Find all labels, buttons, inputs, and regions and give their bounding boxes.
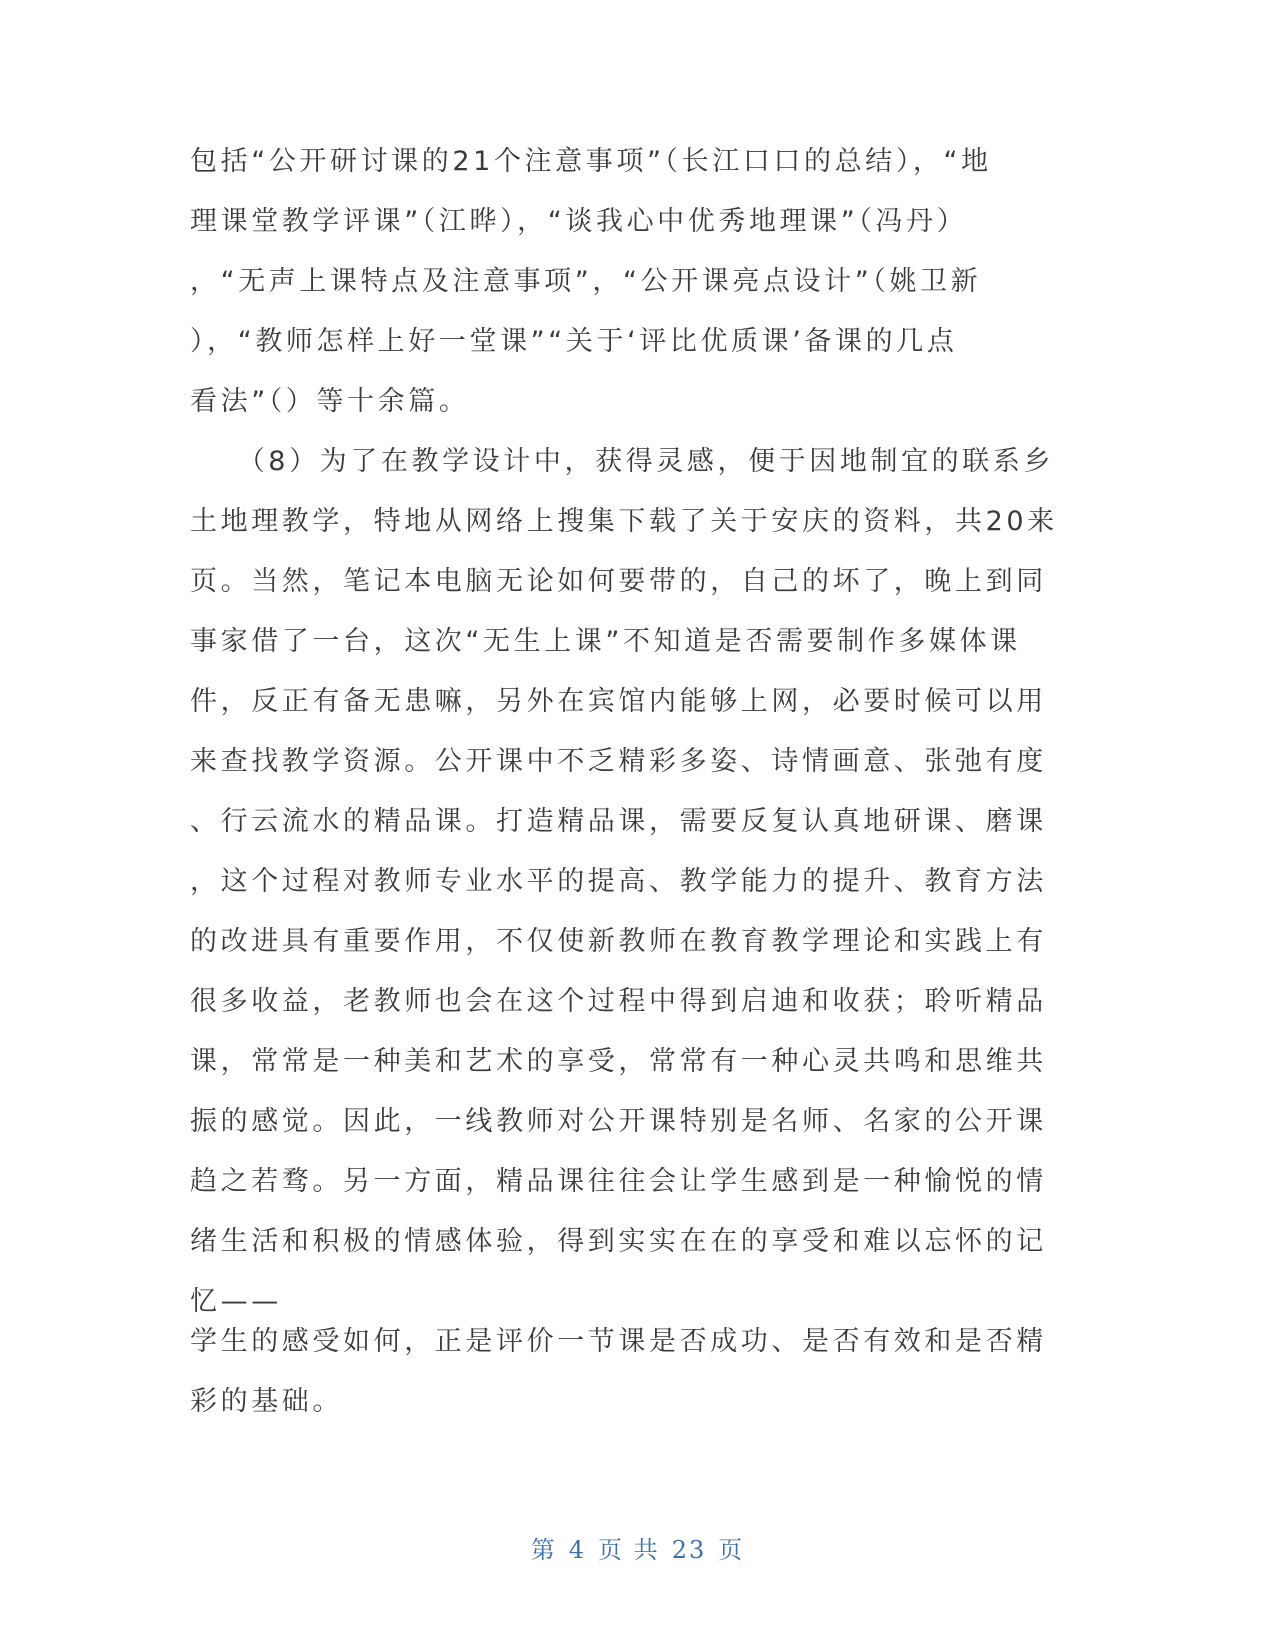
text-line: 件，反正有备无患嘛，另外在宾馆内能够上网，必要时候可以用 [190,686,1047,717]
text-line: ，这个过程对教师专业水平的提高、教学能力的提升、教育方法 [190,866,1047,897]
text-line: 趋之若骛。另一方面，精品课往往会让学生感到是一种愉悦的情 [190,1166,1047,1197]
text-line: 忆—— [190,1286,282,1317]
text-line: 彩的基础。 [190,1386,343,1417]
footer-total-pages: 23 [671,1536,707,1564]
text-line: 学生的感受如何，正是评价一节课是否成功、是否有效和是否精 [190,1326,1047,1357]
text-line: （8）为了在教学设计中，获得灵感，便于因地制宜的联系乡 [190,446,1055,477]
footer-middle: 页 共 [598,1536,660,1564]
text-line: 很多收益，老教师也会在这个过程中得到启迪和收获；聆听精品 [190,986,1047,1017]
text-line: 、行云流水的精品课。打造精品课，需要反复认真地研课、磨课 [190,806,1047,837]
text-line: 来查找教学资源。公开课中不乏精彩多姿、诗情画意、张弛有度 [190,746,1047,777]
text-line: 理课堂教学评课”（江晔），“谈我心中优秀地理课”（冯丹） [190,206,968,237]
text-line: ，“无声上课特点及注意事项”，“公开课亮点设计”（姚卫新 [190,266,982,297]
page-footer [0,1530,1275,1565]
text-line: 事家借了一台，这次“无生上课”不知道是否需要制作多媒体课 [190,626,1021,657]
text-line: 看法”（）等十余篇。 [190,386,470,417]
text-line: ），“教师怎样上好一堂课”“关于‘评比优质课’备课的几点 [190,326,958,357]
body-text-bottom [190,1312,1070,1432]
text-line: 包括“公开研讨课的21个注意事项”（长江口口的总结），“地 [190,146,992,177]
text-line: 振的感觉。因此，一线教师对公开课特别是名师、名家的公开课 [190,1106,1047,1137]
text-line: 的改进具有重要作用，不仅使新教师在教育教学理论和实践上有 [190,926,1047,957]
text-line: 绪生活和积极的情感体验，得到实实在在的享受和难以忘怀的记 [190,1226,1047,1257]
text-line: 课，常常是一种美和艺术的享受，常常有一种心灵共鸣和思维共 [190,1046,1047,1077]
body-text-top [190,132,1070,1332]
footer-suffix: 页 [718,1536,745,1564]
text-line: 页。当然，笔记本电脑无论如何要带的，自己的坏了，晚上到同 [190,566,1047,597]
footer-prefix: 第 [530,1536,557,1564]
text-line: 土地理教学，特地从网络上搜集下载了关于安庆的资料，共20来 [190,506,1058,537]
footer-page-number: 4 [568,1536,587,1564]
